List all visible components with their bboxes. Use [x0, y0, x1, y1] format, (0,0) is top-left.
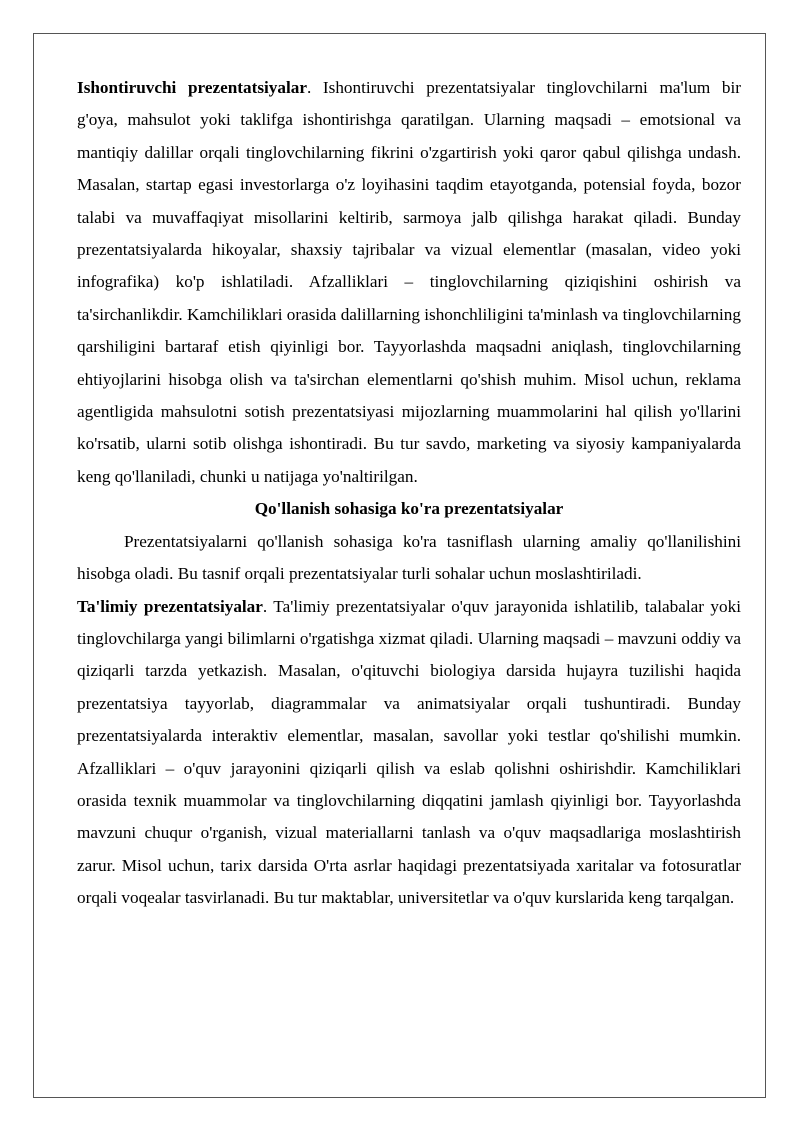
- document-body: [77, 72, 741, 915]
- intro-paragraph: Prezentatsiyalarni qo'llanish sohasiga ko'ra tasniflash ularning amaliy qo'llanilishini hisobga oladi. Bu tasnif orqali prezentatsiyalar turli sohalar uchun moslashtiriladi.: [77, 531, 741, 584]
- persuasive-paragraph: [77, 72, 741, 493]
- educational-term: Ta'limiy prezentatsiyalar: [77, 596, 263, 616]
- persuasive-text: . Ishontiruvchi prezentatsiyalar tinglovchilarni ma'lum bir g'oya, mahsulot yoki taklifga ishontirishga qaratilgan. Ularning maqsadi – emotsional va mantiqiy dalillar orqali tinglovchilarning fikrini o'zgartirish yoki qaror qabul qilishga undash. Masalan, startap egasi investorlarga o'z loyihasini taqdim etayotganda, potensial foyda, bozor talabi va muvaffaqiyat misollarini keltirib, sarmoya jalb qilishga harakat qiladi. Bunday prezentatsiyalarda hikoyalar, shaxsiy tajribalar va vizual elementlar (masalan, video yoki infografika) ko'p ishlatiladi. Afzalliklari – tinglovchilarning qiziqishini oshirish va ta'sirchanlikdir. Kamchiliklari orasida dalillarning ishonchliligini ta'minlash va tinglovchilarning qarshiligini bartaraf etish qiyinligi bor. Tayyorlashda maqsadni aniqlash, tinglovchilarning ehtiyojlarini hisobga olish va ta'sirchan elementlarni qo'shish muhim. Misol uchun, reklama agentligida mahsulotni sotish prezentatsiyasi mijozlarning muammolarini hal qilish yo'llarini ko'rsatib, ularni sotib olishga ishontiradi. Bu tur savdo, marketing va siyosiy kampaniyalarda keng qo'llaniladi, chunki u natijaga yo'naltirilgan.: [77, 78, 742, 486]
- persuasive-term: Ishontiruvchi prezentatsiyalar: [77, 78, 307, 97]
- section-heading: Qo'llanish sohasiga ko'ra prezentatsiyalar: [254, 499, 564, 519]
- educational-text: . Ta'limiy prezentatsiyalar o'quv jarayonida ishlatilib, talabalar yoki tinglovchilarga yangi bilimlarni o'rgatishga xizmat qiladi. Ularning maqsadi – mavzuni oddiy va qiziqarli tarzda yetkazish. Masalan, o'qituvchi biologiya darsida hujayra tuzilishi haqida prezentatsiya tayyorlab, diagrammalar va animatsiyalar orqali tushuntiradi. Bunday prezentatsiyalarda interaktiv elementlar, masalan, savollar yoki testlar qo'shilishi mumkin. Afzalliklari – o'quv jarayonini qiziqarli qilish va eslab qolishni oshirishdir. Kamchiliklari orasida texnik muammolar va tinglovchilarning diqqatini jamlash qiyinligi bor. Tayyorlashda mavzuni chuqur o'rganish, vizual materiallarni tanlash va o'quv maqsadlariga moslashtirish zarur. Misol uchun, tarix darsida O'rta asrlar haqidagi prezentatsiyada xaritalar va fotosuratlar orqali voqealar tasvirlanadi. Bu tur maktablar, universitetlar va o'quv kurslarida keng tarqalgan.: [77, 596, 741, 908]
- educational-paragraph: [77, 591, 741, 915]
